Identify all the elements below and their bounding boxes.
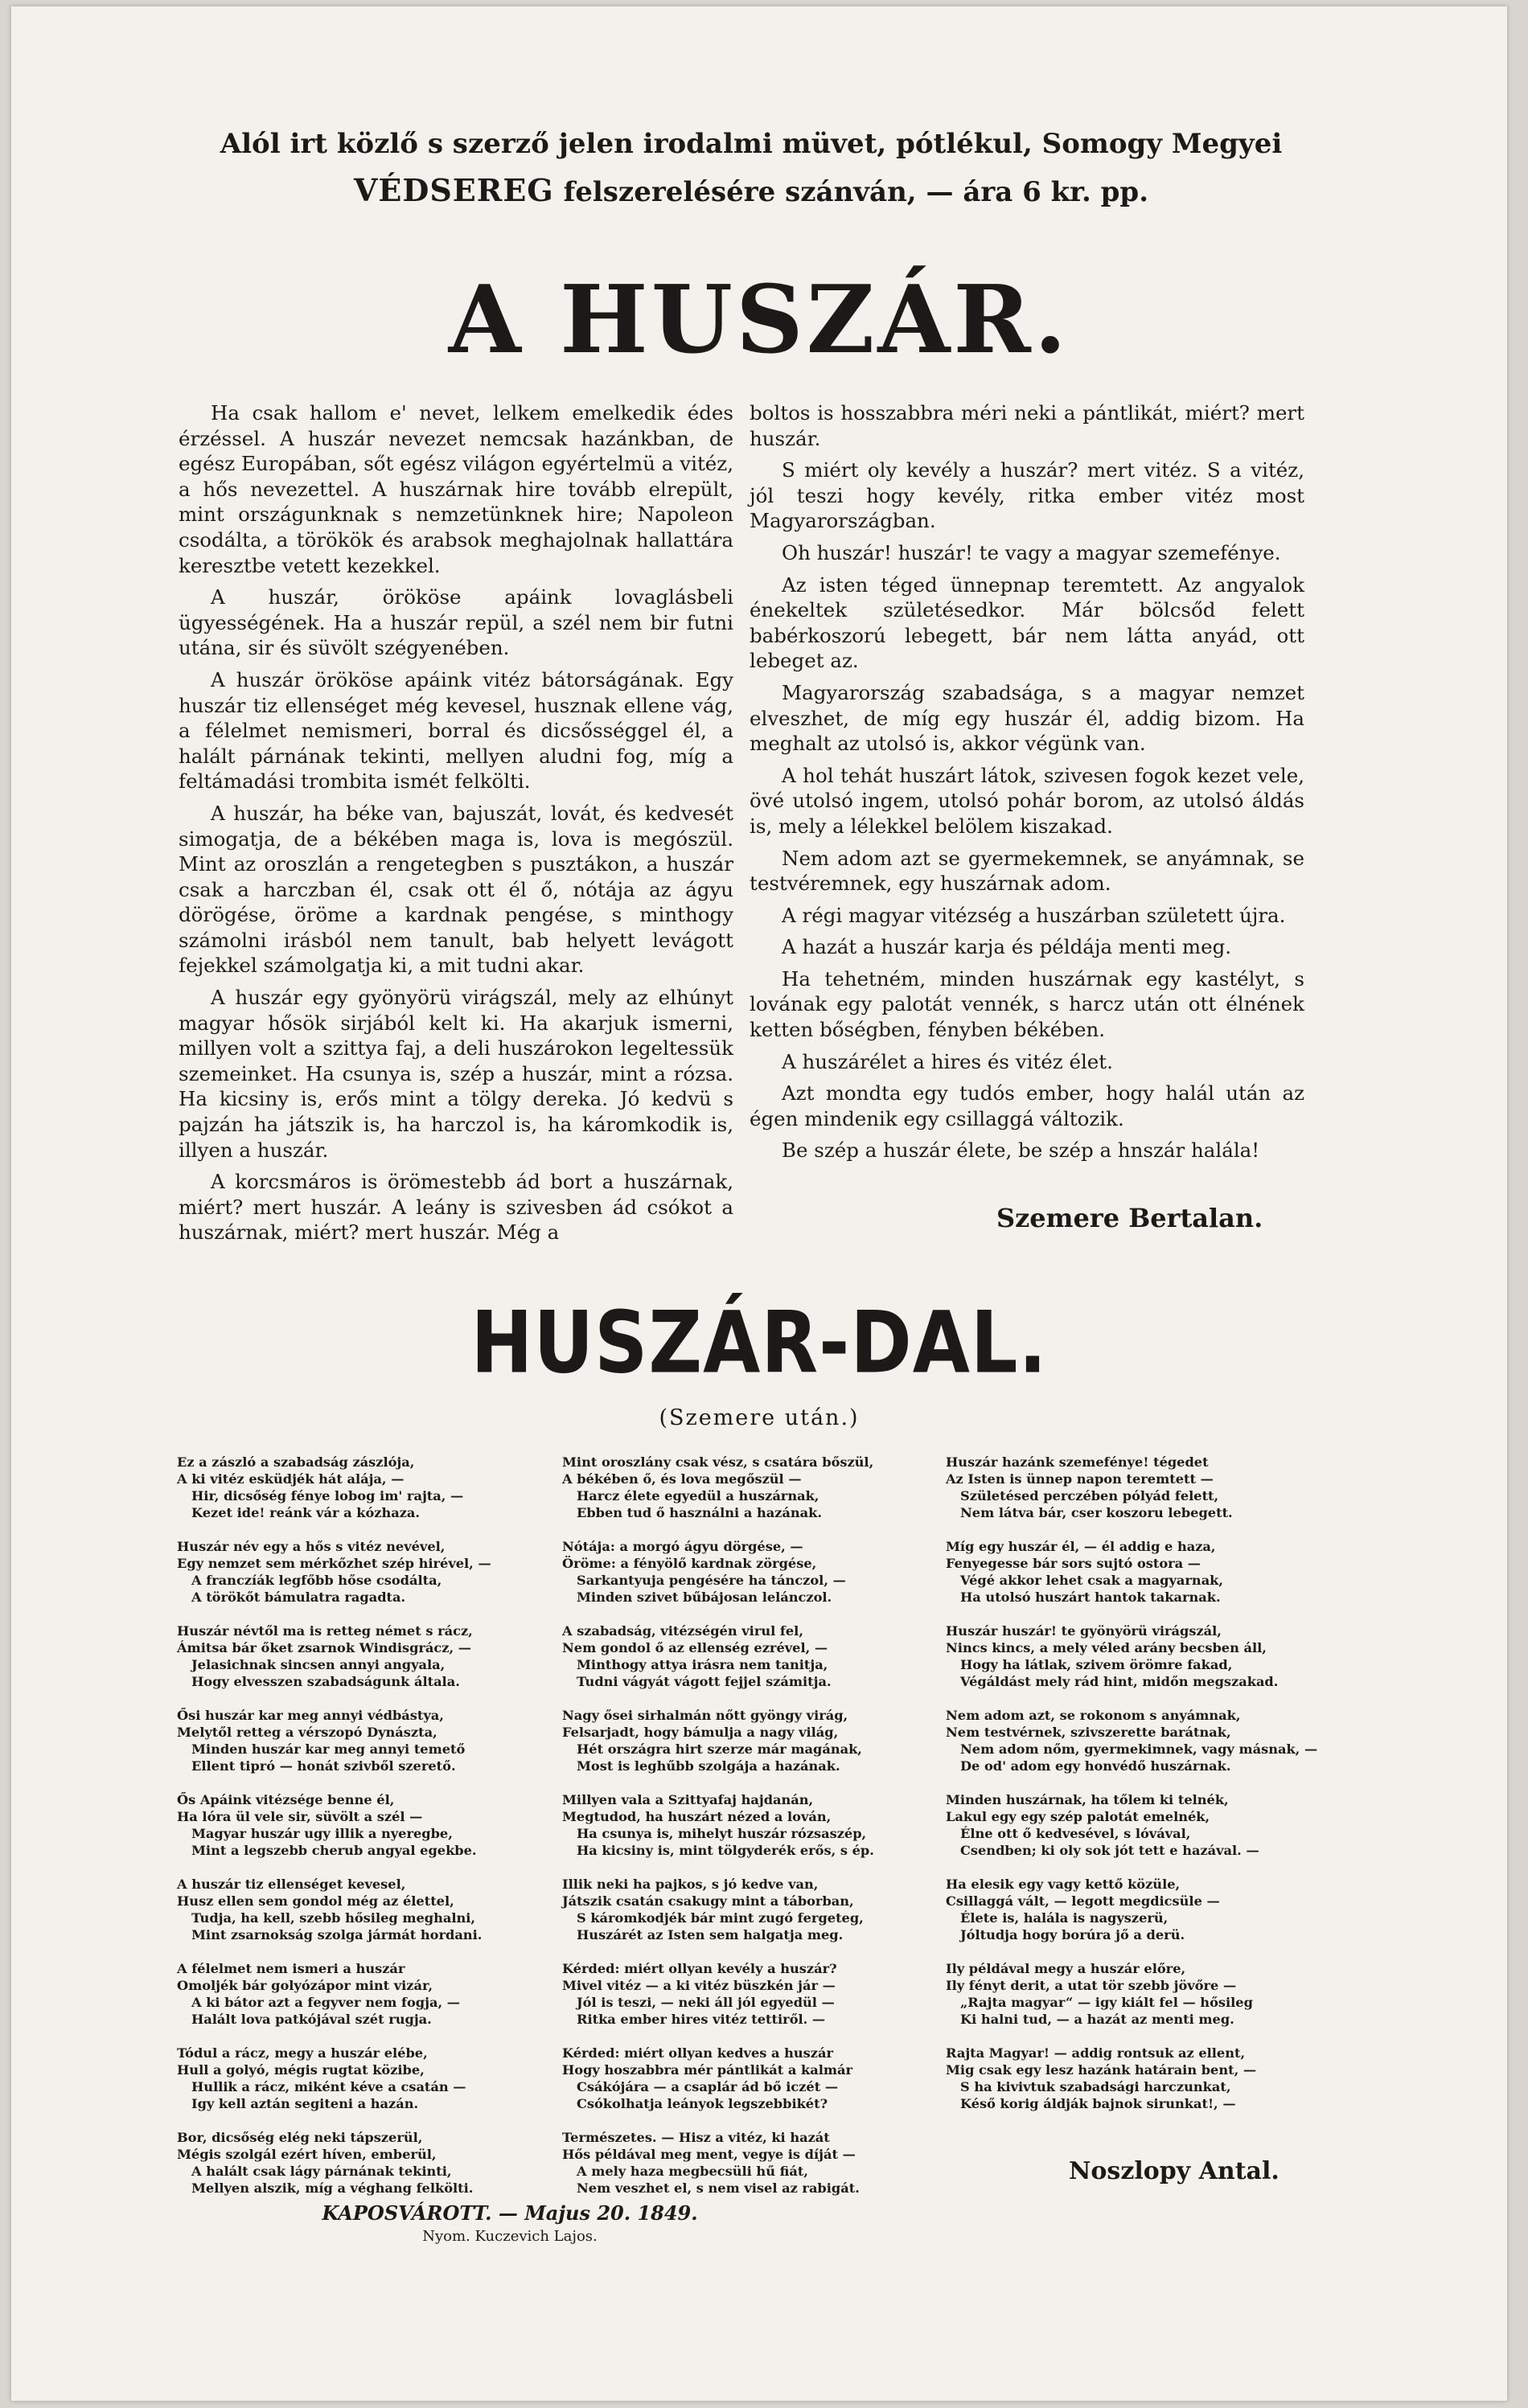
poem-line: Mégis szolgál ezért híven, emberül, xyxy=(177,2147,437,2162)
poem-line: Harcz élete egyedül a huszárnak, xyxy=(577,1488,819,1503)
poem-line: Magyar huszár ugy illik a nyeregbe, xyxy=(191,1826,453,1841)
prose-paragraph: Ha csak hallom e' nevet, lelkem emelkedik édes érzéssel. A huszár nevezet nemcsak hazánkban, de egész Europában, sőt egész világon egyértelmü a vitéz, a hős nevezettel. A huszárnak hire tovább elrepült, mint országunknak s nemzetünknek hire; Napoleon csodálta, a törökök és arabsok meghajolnak hallattára keresztbe vetett kezekkel. xyxy=(179,401,733,577)
prose-paragraph: A huszár, ha béke van, bajuszát, lovát, és kedvesét simogatja, de a békében maga is, lova is megószül. Mint az oroszlán a rengetegben s pusztákon, a huszár csak a harczban él, csak ott él ő, nótája az ágyu dörögése, öröme a kardnak pengése, s minthogy számolni irásból nem tanult, bab helyett levágott fejekkel számolgatja ki, a mit tudni akar. xyxy=(179,801,733,978)
poem-line: Mellyen alszik, míg a véghang felkölti. xyxy=(191,2180,474,2196)
poem-line: Hull a golyó, mégis rugtat közibe, xyxy=(177,2062,425,2078)
poem-stanza xyxy=(562,1876,900,1943)
poem-line: Hogy ha látlak, szivem örömre fakad, xyxy=(960,1657,1233,1672)
poem-line: Nagy ősei sirhalmán nőtt gyöngy virág, xyxy=(562,1708,848,1723)
poem-line: Omoljék bár golyózápor mint vizár, xyxy=(177,1978,433,1993)
prose-paragraph: A régi magyar vitézség a huszárban született újra. xyxy=(782,903,1286,927)
poem-line: Tódul a rácz, megy a huszár elébe, xyxy=(177,2045,428,2061)
poem-line: Huszárét az Isten sem halgatja meg. xyxy=(577,1927,844,1942)
poem-stanza xyxy=(177,1791,515,1859)
poem-line: Ha kicsiny is, mint tölgyderék erős, s ép. xyxy=(577,1843,874,1858)
poem-line: Jóltudja hogy borúra jő a derü. xyxy=(960,1927,1185,1942)
poem-line: Sarkantyuja pengésére ha tánczol, — xyxy=(577,1573,846,1588)
poem-line: Nem veszhet el, s nem visel az rabigát. xyxy=(577,2180,860,2196)
prose-paragraph: Ha tehetném, minden huszárnak egy kastélyt, s lovának egy palotát vennék, s harcz után ott élnének ketten bőségben, fényben békében. xyxy=(750,966,1304,1042)
prose-paragraph: A korcsmáros is örömestebb ád bort a huszárnak, miért? mert huszár. A leány is szivesben ád csókot a huszárnak, miért? mert huszár. Még a xyxy=(179,1170,733,1245)
poem-line: Ha utolsó huszárt hantok takarnak. xyxy=(960,1590,1221,1605)
song-subtitle: (Szemere után.) xyxy=(659,1405,860,1430)
poem-line: Tudni vágyát vágott fejjel számitja. xyxy=(577,1674,832,1689)
prose-paragraph: Be szép a huszár élete, be szép a hnszár halála! xyxy=(782,1138,1260,1163)
poem-line: Minden szivet bűbájosan lelánczol. xyxy=(577,1590,832,1605)
poem-line: Jól is teszi, — neki áll jól egyedül — xyxy=(577,1995,835,2010)
poem-line: Felsarjadt, hogy bámulja a nagy világ, xyxy=(562,1725,839,1740)
poem-line: Végáldást mely rád hint, midőn megszakad. xyxy=(960,1674,1279,1689)
poem-line: Csendben; ki oly sok jót tett e hazával. — xyxy=(960,1843,1259,1858)
poem-line: De od' adom egy honvédő huszárnak. xyxy=(960,1758,1231,1774)
prose-paragraph: Nem adom azt se gyermekemnek, se anyámnak, se testvéremnek, egy huszárnak adom. xyxy=(750,846,1304,896)
poem-stanza xyxy=(562,1538,900,1606)
poem-line: Játszik csatán csakugy mint a táborban, xyxy=(562,1893,854,1909)
poem-stanza xyxy=(562,1707,900,1774)
poem-line: Halált lova patkójával szét rugja. xyxy=(191,2012,432,2027)
poem-stanza xyxy=(562,1622,900,1690)
poem-stanza xyxy=(177,2129,515,2197)
poem-stanza xyxy=(562,2045,900,2112)
prose-paragraph: Azt mondta egy tudós ember, hogy halál után az égen mindenik egy csillaggá változik. xyxy=(750,1081,1304,1130)
poem-line: Ki halni tud, — a hazát az menti meg. xyxy=(960,2012,1234,2027)
poem-line: A ki vitéz esküdjék hát alája, — xyxy=(177,1471,405,1487)
poem-line: Bor, dicsőség elég neki tápszerül, xyxy=(177,2130,423,2145)
poem-line: Tudja, ha kell, szebb hősileg meghalni, xyxy=(191,1910,476,1926)
song-title: HUSZÁR-DAL. xyxy=(470,1293,1048,1393)
poem-line: Husz ellen sem gondol még az élettel, xyxy=(177,1893,454,1909)
prose-paragraph: A hol tehát huszárt látok, szivesen fogok kezet vele, övé utolsó ingem, utolsó pohár borom, az utolsó áldás is, mely a lélekkel belölem kiszakad. xyxy=(750,763,1304,838)
poem-line: Az Isten is ünnep napon teremtett — xyxy=(946,1471,1214,1487)
poem-line: Végé akkor lehet csak a magyarnak, xyxy=(960,1573,1224,1588)
header-line-2 xyxy=(172,167,1330,215)
poem-line: Fenyegesse bár sors sujtó ostora — xyxy=(946,1556,1201,1571)
poem-line: A halált csak lágy párnának tekinti, xyxy=(191,2164,452,2179)
poem-line: Ily példával megy a huszár előre, xyxy=(946,1961,1186,1976)
poem-stanza xyxy=(177,1960,515,2028)
poem-line: A huszár tiz ellenséget kevesel, xyxy=(177,1877,406,1892)
poem-line: Kezet ide! reánk vár a kózhaza. xyxy=(191,1505,421,1520)
prose-paragraph: A huszár, örököse apáink lovaglásbeli ügyességének. Ha a huszár repül, a szél nem bir futni utána, sir és süvölt szégyenében. xyxy=(179,585,733,660)
imprint-printer: Nyom. Kuczevich Lajos. xyxy=(422,2228,598,2245)
poem-line: Huszár huszár! te gyönyörü virágszál, xyxy=(946,1623,1222,1639)
poem-line: Hős példával meg ment, vegye is díját — xyxy=(562,2147,856,2162)
poem-stanza xyxy=(946,1791,1316,1859)
poem-line: Rajta Magyar! — addig rontsuk az ellent, xyxy=(946,2045,1246,2061)
poem-stanza xyxy=(177,2045,515,2112)
prose-paragraph: A huszár örököse apáink vitéz bátorságának. Egy huszár tiz ellenséget még kevesel, husznak ellene vág, a félelmet nemismeri, borral és dicsősséggel él, a halált párnának tekinti, mellyen aludni fog, míg a feltámadási trombita ismét felkölti. xyxy=(179,667,733,794)
poem-line: Huszár névtől ma is retteg német s rácz, xyxy=(177,1623,473,1639)
poem-stanza xyxy=(562,2129,900,2197)
poem-line: Nem testvérnek, szivszerette barátnak, xyxy=(946,1725,1231,1740)
page-title: A HUSZÁR. xyxy=(448,265,1070,375)
poem-line: Mint a legszebb cherub angyal egekbe. xyxy=(191,1843,477,1858)
poem-line: Minden huszár kar meg annyi temető xyxy=(191,1741,466,1757)
poem-stanza xyxy=(946,1707,1316,1774)
poem-line: S káromkodjék bár mint zugó fergeteg, xyxy=(577,1910,864,1926)
poem-line: Nem adom azt, se rokonom s anyámnak, xyxy=(946,1708,1241,1723)
poem-stanza xyxy=(177,1876,515,1943)
poem-line: Egy nemzet sem mérkőzhet szép hirével, — xyxy=(177,1556,491,1571)
poem-line: A franczíák legfőbb hőse csodálta, xyxy=(191,1573,442,1588)
poem-line: Élne ott ő kedvesével, s lóvával, xyxy=(960,1826,1191,1841)
poem-line: Hullik a rácz, miként kéve a csatán — xyxy=(191,2079,466,2094)
prose-paragraph: A huszárélet a hires és vitéz élet. xyxy=(782,1049,1113,1073)
author-signature-szemere: Szemere Bertalan. xyxy=(996,1203,1263,1233)
poem-line: Millyen vala a Szittyafaj hajdanán, xyxy=(562,1792,814,1807)
poem-stanza xyxy=(946,1622,1316,1690)
poem-line: Mig csak egy lesz hazánk határain bent, — xyxy=(946,2062,1257,2078)
poem-line: Mint zsarnokság szolga jármát hordani. xyxy=(191,1927,483,1942)
poem-line: Ez a zászló a szabadság zászlója, xyxy=(177,1454,415,1470)
prose-paragraph: S miért oly kevély a huszár? mert vitéz. S a vitéz, jól teszi hogy kevély, ritka ember vitéz most Magyarországban. xyxy=(750,458,1304,533)
poem-line: Huszár név egy a hős s vitéz nevével, xyxy=(177,1539,446,1554)
poem-line: Élete is, halála is nagyszerü, xyxy=(960,1910,1169,1926)
poem-stanza xyxy=(562,1791,900,1859)
header-line-2-rest: felszerelésére szánván, — ára 6 kr. pp. xyxy=(553,176,1149,208)
poem-line: Ritka ember hires vitéz tettiről. — xyxy=(577,2012,826,2027)
poem-stanza xyxy=(177,1538,515,1606)
poem-line: Ősi huszár kar meg annyi védbástya, xyxy=(177,1708,444,1723)
poem-line: Hir, dicsőség fénye lobog im' rajta, — xyxy=(191,1488,464,1503)
poem-line: Minden huszárnak, ha tőlem ki telnék, xyxy=(946,1792,1229,1807)
poem-line: Jelasichnak sincsen annyi angyala, xyxy=(191,1657,446,1672)
prose-paragraph: Az isten téged ünnepnap teremtett. Az angyalok énekeltek születésedkor. Már bölcsőd felett babérkoszorú lebegett, bár nem látta anyád, ott lebeget az. xyxy=(750,572,1304,673)
prose-column-right xyxy=(750,400,1304,1170)
poem-stanza xyxy=(946,1538,1316,1606)
poem-line: Hét országra hirt szerze már magának, xyxy=(577,1741,862,1757)
poem-line: Ha elesik egy vagy kettő közüle, xyxy=(946,1877,1181,1892)
poem-line: Minthogy attya irásra nem tanitja, xyxy=(577,1657,828,1672)
prose-paragraph: Magyarország szabadsága, s a magyar nemzet elveszhet, de míg egy huszár él, addig bizom. Ha meghalt az utolsó is, akkor végünk van. xyxy=(750,680,1304,756)
poem-line: Hogy elvesszen szabadságunk általa. xyxy=(191,1674,460,1689)
poem-line: Nótája: a morgó ágyu dörgése, — xyxy=(562,1539,803,1554)
poem-line: A törökőt bámulatra ragadta. xyxy=(191,1590,406,1605)
poem-line: Kérded: miért ollyan kedves a huszár xyxy=(562,2045,833,2061)
poem-column-2 xyxy=(562,1454,900,2213)
poem-line: Ha lóra ül vele sir, süvölt a szél — xyxy=(177,1809,423,1824)
prose-paragraph: Oh huszár! huszár! te vagy a magyar szemefénye. xyxy=(782,540,1281,564)
poem-stanza xyxy=(946,1454,1316,1521)
poem-line: A félelmet nem ismeri a huszár xyxy=(177,1961,405,1976)
poem-line: Melytől retteg a vérszopó Dynászta, xyxy=(177,1725,437,1740)
poem-line: A szabadság, vitézségén virul fel, xyxy=(562,1623,803,1639)
poem-line: Ily fényt derit, a utat tör szebb jövőre — xyxy=(946,1978,1237,1993)
poem-line: Megtudod, ha huszárt nézed a lován, xyxy=(562,1809,832,1824)
header-line-1: Alól irt közlő s szerző jelen irodalmi müvet, pótlékul, Somogy Megyei xyxy=(220,128,1283,160)
prose-column-left xyxy=(179,400,733,1252)
poem-line: Születésed perczében pólyád felett, xyxy=(960,1488,1219,1503)
poem-line: S ha kivivtuk szabadsági harczunkat, xyxy=(960,2079,1231,2094)
poem-line: Csókolhatja leányok legszebbikét? xyxy=(577,2096,828,2111)
poem-line: Nem gondol ő az ellenség ezrével, — xyxy=(562,1640,828,1655)
poem-line: Ellent tipró — honát szivből szerető. xyxy=(191,1758,456,1774)
poem-line: A ki bátor azt a fegyver nem fogja, — xyxy=(191,1995,460,2010)
poem-line: Ebben tud ő használni a hazának. xyxy=(577,1505,823,1520)
poem-line: Most is leghűbb szolgája a hazának. xyxy=(577,1758,840,1774)
imprint xyxy=(285,2201,735,2245)
poem-stanza xyxy=(562,1960,900,2028)
poem-line: Míg egy huszár él, — él addig e haza, xyxy=(946,1539,1216,1554)
poem-line: Ős Apáink vitézsége benne él, xyxy=(177,1792,395,1807)
poem-line: A békében ő, és lova megőszül — xyxy=(562,1471,802,1487)
poem-column-3 xyxy=(946,1454,1316,2129)
imprint-place-date: KAPOSVÁROTT. — Majus 20. 1849. xyxy=(322,2201,698,2225)
poem-line: „Rajta magyar“ — igy kiált fel — hősileg xyxy=(960,1995,1253,2010)
poem-line: Nem adom nőm, gyermekimnek, vagy másnak, — xyxy=(960,1741,1318,1757)
prose-paragraph: boltos is hosszabbra méri neki a pántlikát, miért? mert huszár. xyxy=(750,401,1304,450)
poem-line: Öröme: a fényölő kardnak zörgése, xyxy=(562,1556,817,1571)
poem-line: Csákójára — a csaplár ád bő iczét — xyxy=(577,2079,839,2094)
poem-stanza xyxy=(177,1707,515,1774)
poem-line: Lakul egy egy szép palotát emelnék, xyxy=(946,1809,1210,1824)
prose-paragraph: A huszár egy gyönyörü virágszál, mely az elhúnyt magyar hősök sirjából kelt ki. Ha akarjuk ismerni, millyen volt a szittya faj, a deli huszárokon legeltessük szemeinket. Ha csunya is, szép a huszár, mint a rózsa. Ha kicsiny is, erős mint a tölgy dereka. Jó kedvü s pajzán ha játszik is, ha harczol is, ha káromkodik is, illyen a huszár. xyxy=(179,986,733,1162)
broadside-sheet xyxy=(11,6,1507,2401)
poem-line: Igy kell aztán segiteni a hazán. xyxy=(191,2096,419,2111)
poem-stanza xyxy=(562,1454,900,1521)
header-notice xyxy=(172,121,1330,215)
poem-stanza xyxy=(946,1960,1316,2028)
poem-line: Huszár hazánk szemefénye! tégedet xyxy=(946,1454,1209,1470)
poem-line: Mint oroszlány csak vész, s csatára bőszül, xyxy=(562,1454,874,1470)
poem-line: Mivel vitéz — a ki vitéz büszkén jár — xyxy=(562,1978,836,1993)
poem-line: Hogy hoszabbra mér pántlikát a kalmár xyxy=(562,2062,852,2078)
header-vedsereg: VÉDSEREG xyxy=(353,172,554,208)
poem-line: Kérded: miért ollyan kevély a huszár? xyxy=(562,1961,837,1976)
poem-stanza xyxy=(177,1622,515,1690)
poem-line: Nincs kincs, a mely véled arány becsben áll, xyxy=(946,1640,1267,1655)
poem-line: Ha csunya is, mihelyt huszár rózsaszép, xyxy=(577,1826,867,1841)
poem-stanza xyxy=(946,2045,1316,2112)
poem-stanza xyxy=(946,1876,1316,1943)
prose-paragraph: A hazát a huszár karja és példája menti meg. xyxy=(782,935,1232,959)
poem-stanza xyxy=(177,1454,515,1521)
poem-line: A mely haza megbecsüli hű fiát, xyxy=(577,2164,808,2179)
poem-line: Illik neki ha pajkos, s jó kedve van, xyxy=(562,1877,819,1892)
poem-line: Ámitsa bár őket zsarnok Windisgrácz, — xyxy=(177,1640,471,1655)
poem-line: Késő korig áldják bajnok sirunkat!, — xyxy=(960,2096,1236,2111)
poem-line: Természetes. — Hisz a vitéz, ki hazát xyxy=(562,2130,830,2145)
poem-line: Csillaggá vált, — legott megdicsüle — xyxy=(946,1893,1220,1909)
poem-column-1 xyxy=(177,1454,515,2213)
author-signature-noszlopy: Noszlopy Antal. xyxy=(1069,2157,1279,2185)
poem-line: Nem látva bár, cser koszoru lebegett. xyxy=(960,1505,1233,1520)
